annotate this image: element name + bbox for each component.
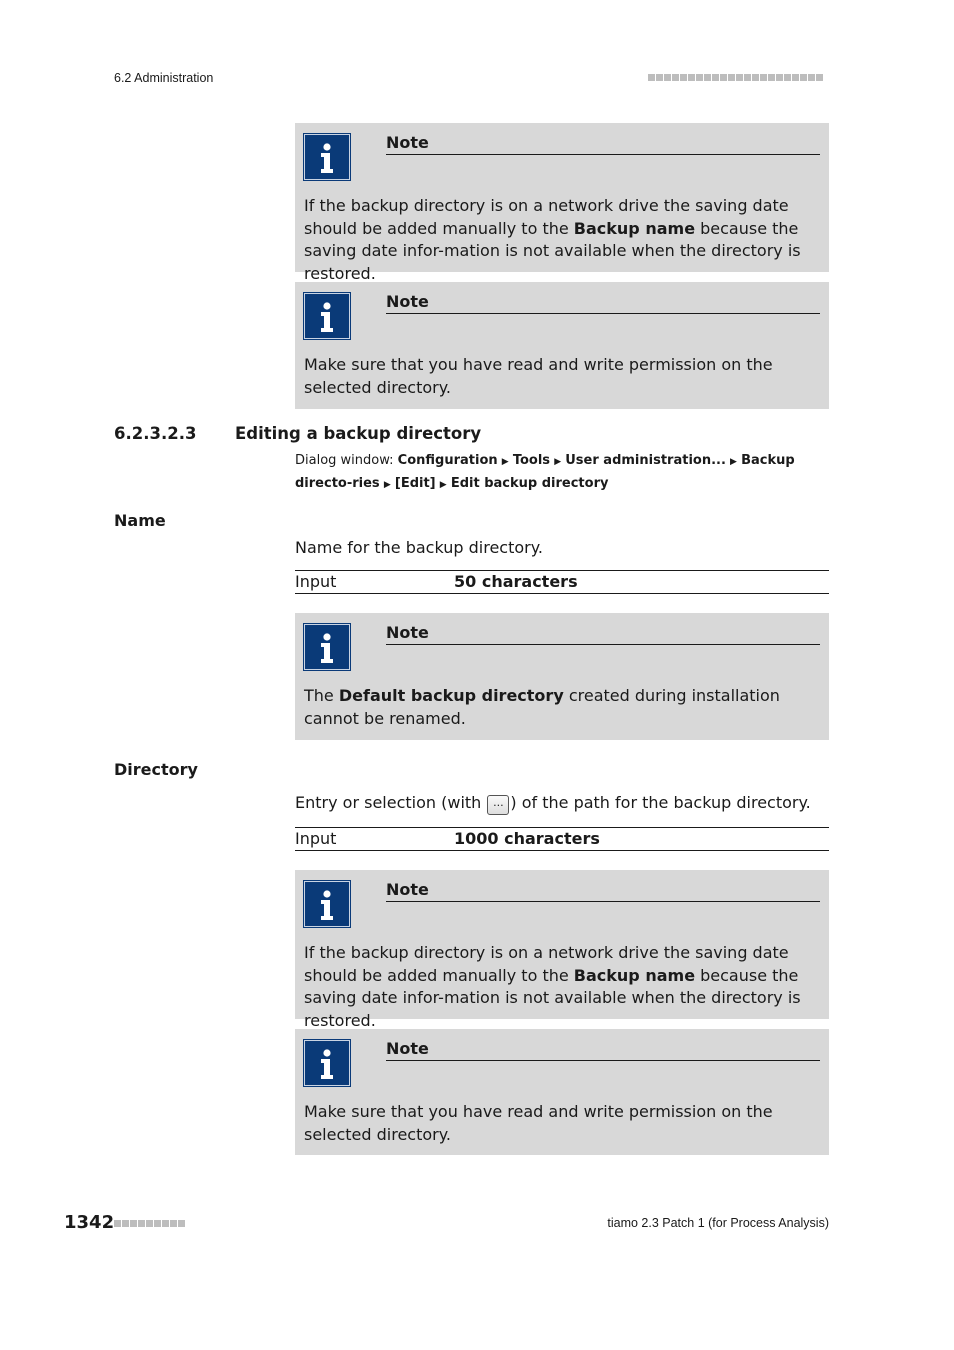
info-icon	[304, 1040, 350, 1086]
path-arrow-icon: ▶	[730, 457, 737, 467]
field-label-directory: Directory	[114, 760, 198, 779]
note-text: Make sure that you have read and write permission on the selected directory.	[304, 355, 773, 397]
info-icon	[304, 624, 350, 670]
input-spec-table	[295, 570, 829, 594]
info-icon	[304, 293, 350, 339]
footer-decoration-dots	[114, 1220, 185, 1227]
info-icon	[304, 881, 350, 927]
path-step: Configuration	[397, 453, 498, 468]
path-step: User administration...	[565, 453, 726, 468]
note-title: Note	[386, 623, 820, 645]
path-step: Backup directo-ries	[295, 453, 795, 491]
input-value: 50 characters	[454, 572, 578, 591]
page-number: 1342	[64, 1212, 115, 1233]
note-box	[295, 123, 829, 283]
note-text: If the backup directory is on a network drive the saving date should be added manually to the Backup name because the saving date infor-mation is not available when the directory is restored.	[304, 196, 801, 283]
note-box	[295, 1029, 829, 1155]
note-box	[295, 282, 829, 409]
path-step: Tools	[512, 453, 551, 468]
note-text: If the backup directory is on a network drive the saving date should be added manually to the Backup name because the saving date infor-mation is not available when the directory is restored.	[304, 943, 801, 1030]
note-title: Note	[386, 880, 820, 902]
path-arrow-icon: ▶	[554, 457, 562, 467]
header-decoration-dots	[648, 74, 829, 82]
path-step: Edit backup directory	[450, 476, 609, 491]
input-value: 1000 characters	[454, 829, 600, 848]
path-arrow-icon: ▶	[383, 480, 391, 490]
input-key: Input	[295, 572, 337, 591]
input-key: Input	[295, 829, 337, 848]
field-label-name: Name	[114, 511, 166, 530]
input-spec-table	[295, 827, 829, 851]
note-text: The Default backup directory created during installation cannot be renamed.	[304, 686, 780, 728]
section-number: 6.2.3.2.3	[114, 424, 197, 443]
note-text: Make sure that you have read and write permission on the selected directory.	[304, 1102, 773, 1144]
ellipsis-button-icon: ...	[487, 795, 509, 815]
field-description: Entry or selection (with ... ) of the path for the backup directory.	[295, 793, 811, 815]
info-icon	[304, 134, 350, 180]
path-step: [Edit]	[394, 476, 436, 491]
note-box	[295, 613, 829, 740]
running-header-section: 6.2 Administration	[114, 71, 214, 85]
path-arrow-icon: ▶	[439, 480, 447, 490]
footer-product: tiamo 2.3 Patch 1 (for Process Analysis)	[607, 1216, 829, 1230]
path-arrow-icon: ▶	[501, 457, 509, 467]
note-title: Note	[386, 292, 820, 314]
note-box	[295, 870, 829, 1030]
field-description: Name for the backup directory.	[295, 538, 544, 557]
section-title: Editing a backup directory	[235, 424, 482, 443]
note-title: Note	[386, 133, 820, 155]
dialog-path: Dialog window: Configuration ▶ Tools ▶ User administration... ▶ Backup directo-ries ▶ [Edit] ▶ Edit backup directory	[295, 453, 795, 491]
note-title: Note	[386, 1039, 820, 1061]
